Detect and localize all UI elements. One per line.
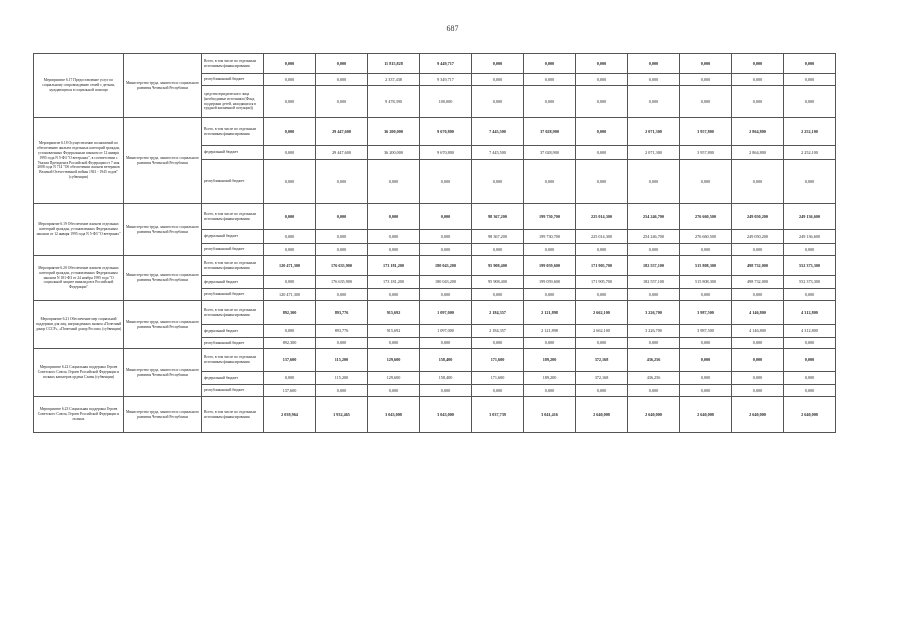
amount-cell-year-2: 0,000	[316, 204, 368, 230]
amount-cell-year-6: 0,000	[524, 385, 576, 397]
amount-cell-year-3: 0,000	[368, 385, 420, 397]
amount-cell-year-11: 0,000	[784, 86, 836, 118]
amount-cell-year-5: 95 908,400	[472, 256, 524, 276]
amount-cell-year-8: 2 071,300	[628, 146, 680, 160]
amount-cell-year-10: 0,000	[732, 160, 784, 204]
funding-source: федеральный бюджет	[202, 372, 264, 385]
amount-cell-year-4: 100,000	[420, 86, 472, 118]
amount-cell-year-4: 180 043,200	[420, 256, 472, 276]
funding-source: республиканский бюджет	[202, 160, 264, 204]
amount-cell-year-10: 0,000	[732, 349, 784, 372]
amount-cell-year-6: 37 028,900	[524, 146, 576, 160]
amount-cell-year-2: 0,000	[316, 54, 368, 74]
amount-cell-year-5: 2 184,357	[472, 325, 524, 338]
amount-cell-year-10: 4 146,800	[732, 325, 784, 338]
amount-cell-year-8: 0,000	[628, 338, 680, 349]
amount-cell-year-8: 0,000	[628, 86, 680, 118]
amount-cell-year-7: 2 662,100	[576, 301, 628, 325]
amount-cell-year-7: 0,000	[576, 54, 628, 74]
amount-cell-year-1: 0,000	[264, 204, 316, 230]
amount-cell-year-1: 0,000	[264, 160, 316, 204]
amount-cell-year-1: 0,000	[264, 276, 316, 289]
amount-cell-year-5: 0,000	[472, 74, 524, 86]
amount-cell-year-1: 0,000	[264, 244, 316, 256]
amount-cell-year-1: 0,000	[264, 74, 316, 86]
amount-cell-year-1: 0,000	[264, 372, 316, 385]
amount-cell-year-4: 158,400	[420, 349, 472, 372]
amount-cell-year-4: 0,000	[420, 385, 472, 397]
amount-cell-year-9: 276 660,500	[680, 204, 732, 230]
amount-cell-year-10: 2 864,800	[732, 118, 784, 146]
amount-cell-year-8: 3 226,700	[628, 301, 680, 325]
amount-cell-year-6: 2 121,898	[524, 301, 576, 325]
amount-cell-year-2: 115,200	[316, 349, 368, 372]
amount-cell-year-11: 4 312,800	[784, 325, 836, 338]
amount-cell-year-8: 0,000	[628, 385, 680, 397]
amount-cell-year-5: 98 367,200	[472, 230, 524, 244]
amount-cell-year-7: 0,000	[576, 289, 628, 301]
measure-1-row-1	[34, 54, 836, 74]
amount-cell-year-11: 2 252,100	[784, 118, 836, 146]
amount-cell-year-4: 9 349,717	[420, 74, 472, 86]
amount-cell-year-9: 276 660,500	[680, 230, 732, 244]
amount-cell-year-11: 0,000	[784, 385, 836, 397]
amount-cell-year-6: 199 730,700	[524, 230, 576, 244]
amount-cell-year-10: 0,000	[732, 54, 784, 74]
amount-cell-year-5: 0,000	[472, 86, 524, 118]
amount-cell-year-10: 249 050,200	[732, 204, 784, 230]
amount-cell-year-11: 0,000	[784, 74, 836, 86]
amount-cell-year-6: 199 730,700	[524, 204, 576, 230]
amount-cell-year-7: 225 014,300	[576, 230, 628, 244]
amount-cell-year-11: 0,000	[784, 349, 836, 372]
amount-cell-year-10: 498 732,000	[732, 256, 784, 276]
amount-cell-year-11: 0,000	[784, 338, 836, 349]
amount-cell-year-10: 249 050,200	[732, 230, 784, 244]
amount-cell-year-9: 0,000	[680, 54, 732, 74]
amount-cell-year-3: 915,692	[368, 301, 420, 325]
amount-cell-year-11: 552 373,300	[784, 256, 836, 276]
measure-title: Мероприятие 6.18 Осуществление полномочий по обеспечению жильем отдельных категорий граждан, установленных Федеральным законом от 12 января 1995 года N 5-ФЗ "О ветеранах", в соответствии с Указом Президента Российской Федерации от 7 мая 2008 года N 714 "Об обеспечении жильем ветеранов Великой Отечественной войны 1941 - 1945 годов" (субвенции)	[34, 118, 124, 204]
funding-source: республиканский бюджет	[202, 74, 264, 86]
amount-cell-year-3: 915,692	[368, 325, 420, 338]
measure-5-row-1	[34, 301, 836, 325]
amount-cell-year-8: 182 557,100	[628, 256, 680, 276]
amount-cell-year-1: 0,000	[264, 118, 316, 146]
amount-cell-year-3: 36 200,000	[368, 146, 420, 160]
amount-cell-year-8: 2 071,300	[628, 118, 680, 146]
amount-cell-year-7: 225 014,300	[576, 204, 628, 230]
amount-cell-year-6: 0,000	[524, 54, 576, 74]
amount-cell-year-7: 0,000	[576, 74, 628, 86]
measure-7-row-1	[34, 397, 836, 433]
amount-cell-year-1: 137,600	[264, 385, 316, 397]
funding-source: Всего, в том числе по отдельным источникам финансирования	[202, 204, 264, 230]
funding-source: Всего, в том числе по отдельным источникам финансирования	[202, 349, 264, 372]
measure-executor: Министерство труда, занятости и социального развития Чеченской Республики	[124, 301, 202, 349]
amount-cell-year-6: 0,000	[524, 74, 576, 86]
measure-title: Мероприятие 6.23 Социальная поддержка Героев Советского Союза, Героев Российской Федерации и полных	[34, 397, 124, 433]
budget-table-body	[34, 54, 836, 433]
amount-cell-year-4: 3 043,000	[420, 397, 472, 433]
amount-cell-year-5: 7 445,500	[472, 146, 524, 160]
amount-cell-year-9: 0,000	[680, 349, 732, 372]
amount-cell-year-3: 36 200,000	[368, 118, 420, 146]
amount-cell-year-9: 515 808,300	[680, 276, 732, 289]
amount-cell-year-9: 0,000	[680, 338, 732, 349]
amount-cell-year-4: 0,000	[420, 244, 472, 256]
amount-cell-year-6: 2 121,898	[524, 325, 576, 338]
funding-source: республиканский бюджет	[202, 385, 264, 397]
funding-source: федеральный бюджет	[202, 325, 264, 338]
amount-cell-year-8: 182 557,100	[628, 276, 680, 289]
funding-source: федеральный бюджет	[202, 276, 264, 289]
amount-cell-year-3: 129,600	[368, 372, 420, 385]
measure-executor: Министерство труда, занятости и социального развития Чеченской Республики	[124, 118, 202, 204]
amount-cell-year-8: 2 640,000	[628, 397, 680, 433]
amount-cell-year-1: 120 471,300	[264, 289, 316, 301]
amount-cell-year-7: 372,168	[576, 349, 628, 372]
amount-cell-year-9: 3 987,500	[680, 325, 732, 338]
amount-cell-year-10: 0,000	[732, 244, 784, 256]
amount-cell-year-2: 176 635,900	[316, 256, 368, 276]
amount-cell-year-5: 0,000	[472, 338, 524, 349]
amount-cell-year-4: 180 043,200	[420, 276, 472, 289]
amount-cell-year-9: 0,000	[680, 372, 732, 385]
amount-cell-year-1: 892,300	[264, 301, 316, 325]
amount-cell-year-8: 254 246,700	[628, 230, 680, 244]
amount-cell-year-11: 0,000	[784, 289, 836, 301]
amount-cell-year-7: 171 905,700	[576, 256, 628, 276]
amount-cell-year-5: 0,000	[472, 54, 524, 74]
funding-source: республиканский бюджет	[202, 244, 264, 256]
funding-source: республиканский бюджет	[202, 289, 264, 301]
amount-cell-year-8: 436,256	[628, 372, 680, 385]
amount-cell-year-3: 0,000	[368, 244, 420, 256]
amount-cell-year-9: 2 640,000	[680, 397, 732, 433]
amount-cell-year-1: 0,000	[264, 54, 316, 74]
amount-cell-year-6: 3 041,416	[524, 397, 576, 433]
amount-cell-year-9: 0,000	[680, 74, 732, 86]
funding-source: Всего, в том числе по отдельным источникам финансирования	[202, 256, 264, 276]
amount-cell-year-6: 0,000	[524, 244, 576, 256]
amount-cell-year-2: 0,000	[316, 86, 368, 118]
amount-cell-year-2: 893,776	[316, 325, 368, 338]
amount-cell-year-3: 0,000	[368, 204, 420, 230]
measure-title: Мероприятие 6.20 Обеспечение жильем отдельных категорий граждан, установленных Федеральным законом N 181-ФЗ от 24 ноября 1995 года "О социальной защите инвалидов в Российской Федерации"	[34, 256, 124, 301]
amount-cell-year-4: 0,000	[420, 289, 472, 301]
page-number: 687	[446, 24, 459, 33]
amount-cell-year-9: 0,000	[680, 86, 732, 118]
amount-cell-year-9: 0,000	[680, 244, 732, 256]
amount-cell-year-11: 0,000	[784, 160, 836, 204]
amount-cell-year-5: 0,000	[472, 385, 524, 397]
amount-cell-year-6: 199 059,600	[524, 276, 576, 289]
amount-cell-year-4: 9 670,800	[420, 118, 472, 146]
amount-cell-year-10: 2 640,000	[732, 397, 784, 433]
amount-cell-year-11: 4 312,800	[784, 301, 836, 325]
amount-cell-year-8: 254 246,700	[628, 204, 680, 230]
amount-cell-year-4: 9 449,717	[420, 54, 472, 74]
amount-cell-year-11: 0,000	[784, 372, 836, 385]
amount-cell-year-7: 372,168	[576, 372, 628, 385]
program-budget-table	[33, 53, 836, 433]
amount-cell-year-7: 0,000	[576, 118, 628, 146]
amount-cell-year-5: 171,600	[472, 349, 524, 372]
amount-cell-year-4: 9 670,800	[420, 146, 472, 160]
amount-cell-year-10: 0,000	[732, 289, 784, 301]
amount-cell-year-4: 1 097,000	[420, 325, 472, 338]
amount-cell-year-3: 9 478,390	[368, 86, 420, 118]
measure-title: Мероприятие 6.17 Предоставление услуг по социальному сопровождению семей с детьми, нуждающихся в социальной помощи	[34, 54, 124, 118]
measure-executor: Министерство труда, занятости и социального развития Чеченской Республики	[124, 397, 202, 433]
amount-cell-year-8: 0,000	[628, 74, 680, 86]
amount-cell-year-2: 29 447,600	[316, 118, 368, 146]
amount-cell-year-1: 2 039,964	[264, 397, 316, 433]
amount-cell-year-2: 0,000	[316, 338, 368, 349]
funding-source: федеральный бюджет	[202, 146, 264, 160]
amount-cell-year-11: 2 252,100	[784, 146, 836, 160]
amount-cell-year-3: 173 181,200	[368, 276, 420, 289]
amount-cell-year-10: 0,000	[732, 338, 784, 349]
amount-cell-year-3: 129,600	[368, 349, 420, 372]
amount-cell-year-11: 0,000	[784, 244, 836, 256]
amount-cell-year-10: 0,000	[732, 372, 784, 385]
amount-cell-year-8: 0,000	[628, 54, 680, 74]
amount-cell-year-9: 0,000	[680, 160, 732, 204]
amount-cell-year-9: 0,000	[680, 385, 732, 397]
amount-cell-year-6: 0,000	[524, 289, 576, 301]
amount-cell-year-10: 498 732,000	[732, 276, 784, 289]
amount-cell-year-10: 4 146,800	[732, 301, 784, 325]
amount-cell-year-8: 0,000	[628, 160, 680, 204]
funding-source: средства юридического лица (необходимые источники (Фонд поддержки детей, находящихся в трудной жизненной ситуации))	[202, 86, 264, 118]
amount-cell-year-1: 0,000	[264, 146, 316, 160]
amount-cell-year-9: 3 987,500	[680, 301, 732, 325]
amount-cell-year-5: 0,000	[472, 244, 524, 256]
amount-cell-year-7: 2 662,100	[576, 325, 628, 338]
amount-cell-year-7: 0,000	[576, 385, 628, 397]
measure-executor: Министерство труда, занятости и социального развития Чеченской Республики	[124, 256, 202, 301]
measure-6-row-1	[34, 349, 836, 372]
amount-cell-year-4: 158,400	[420, 372, 472, 385]
amount-cell-year-1: 120 471,300	[264, 256, 316, 276]
amount-cell-year-10: 0,000	[732, 385, 784, 397]
amount-cell-year-10: 0,000	[732, 74, 784, 86]
amount-cell-year-2: 176 635,900	[316, 276, 368, 289]
funding-source: Всего, в том числе по отдельным источникам финансирования	[202, 118, 264, 146]
amount-cell-year-3: 173 181,200	[368, 256, 420, 276]
amount-cell-year-2: 1 932,465	[316, 397, 368, 433]
measure-executor: Министерство труда, занятости и социального развития Чеченской Республики	[124, 54, 202, 118]
amount-cell-year-2: 893,776	[316, 301, 368, 325]
measure-2-row-1	[34, 118, 836, 146]
amount-cell-year-3: 0,000	[368, 160, 420, 204]
amount-cell-year-2: 0,000	[316, 160, 368, 204]
amount-cell-year-8: 0,000	[628, 244, 680, 256]
amount-cell-year-3: 2 337,438	[368, 74, 420, 86]
amount-cell-year-5: 2 184,357	[472, 301, 524, 325]
measure-3-row-1	[34, 204, 836, 230]
amount-cell-year-5: 0,000	[472, 160, 524, 204]
amount-cell-year-6: 0,000	[524, 86, 576, 118]
amount-cell-year-2: 0,000	[316, 244, 368, 256]
funding-source: федеральный бюджет	[202, 230, 264, 244]
amount-cell-year-3: 0,000	[368, 338, 420, 349]
funding-source: Всего, в том числе по отдельным источникам финансирования	[202, 301, 264, 325]
measure-executor: Министерство труда, занятости и социального развития Чеченской Республики	[124, 349, 202, 397]
amount-cell-year-11: 552 373,300	[784, 276, 836, 289]
amount-cell-year-11: 249 136,600	[784, 230, 836, 244]
amount-cell-year-6: 189,200	[524, 349, 576, 372]
amount-cell-year-11: 0,000	[784, 54, 836, 74]
amount-cell-year-10: 2 864,800	[732, 146, 784, 160]
amount-cell-year-7: 0,000	[576, 338, 628, 349]
amount-cell-year-2: 0,000	[316, 230, 368, 244]
amount-cell-year-9: 3 957,800	[680, 146, 732, 160]
amount-cell-year-11: 249 136,600	[784, 204, 836, 230]
amount-cell-year-5: 98 367,200	[472, 204, 524, 230]
amount-cell-year-3: 0,000	[368, 230, 420, 244]
amount-cell-year-6: 0,000	[524, 160, 576, 204]
measure-executor: Министерство труда, занятости и социального развития Чеченской Республики	[124, 204, 202, 256]
measure-title: Мероприятие 6.22 Социальная поддержка Героев Советского Союза, Героев Российской Федерации и полных кавалеров ордена Славы (субвенции)	[34, 349, 124, 397]
amount-cell-year-2: 115,200	[316, 372, 368, 385]
amount-cell-year-8: 436,256	[628, 349, 680, 372]
amount-cell-year-6: 37 028,900	[524, 118, 576, 146]
measure-title: Мероприятие 6.21 Обеспечение мер социальной поддержки для лиц, награжденных знаком «Почетный донор СССР», «Почетный донор России» (субвенции)	[34, 301, 124, 349]
amount-cell-year-9: 3 957,800	[680, 118, 732, 146]
amount-cell-year-5: 7 445,500	[472, 118, 524, 146]
amount-cell-year-11: 2 640,000	[784, 397, 836, 433]
amount-cell-year-9: 0,000	[680, 289, 732, 301]
funding-source: республиканский бюджет	[202, 338, 264, 349]
measure-title: Мероприятие 6.19 Обеспечение жильем отдельных категорий граждан, установленных Федеральным законом от 12 января 1995 года N 5-ФЗ "О ветеранах"	[34, 204, 124, 256]
amount-cell-year-4: 0,000	[420, 160, 472, 204]
amount-cell-year-7: 0,000	[576, 160, 628, 204]
amount-cell-year-1: 137,600	[264, 349, 316, 372]
amount-cell-year-7: 0,000	[576, 244, 628, 256]
amount-cell-year-6: 0,000	[524, 338, 576, 349]
amount-cell-year-9: 515 808,300	[680, 256, 732, 276]
amount-cell-year-4: 0,000	[420, 204, 472, 230]
amount-cell-year-2: 0,000	[316, 74, 368, 86]
amount-cell-year-8: 0,000	[628, 289, 680, 301]
amount-cell-year-7: 0,000	[576, 86, 628, 118]
amount-cell-year-5: 3 037,739	[472, 397, 524, 433]
amount-cell-year-1: 0,000	[264, 230, 316, 244]
amount-cell-year-7: 2 640,000	[576, 397, 628, 433]
measure-4-row-1	[34, 256, 836, 276]
amount-cell-year-4: 0,000	[420, 230, 472, 244]
amount-cell-year-5: 171,600	[472, 372, 524, 385]
amount-cell-year-2: 0,000	[316, 289, 368, 301]
amount-cell-year-5: 95 908,400	[472, 276, 524, 289]
funding-source: Всего, в том числе по отдельным источникам финансирования	[202, 54, 264, 74]
amount-cell-year-1: 892,300	[264, 338, 316, 349]
amount-cell-year-1: 0,000	[264, 325, 316, 338]
amount-cell-year-3: 3 043,000	[368, 397, 420, 433]
funding-source: Всего, в том числе по отдельным источникам финансирования	[202, 397, 264, 433]
amount-cell-year-4: 1 097,000	[420, 301, 472, 325]
amount-cell-year-2: 0,000	[316, 385, 368, 397]
amount-cell-year-10: 0,000	[732, 86, 784, 118]
amount-cell-year-1: 0,000	[264, 86, 316, 118]
amount-cell-year-5: 0,000	[472, 289, 524, 301]
amount-cell-year-3: 11 815,828	[368, 54, 420, 74]
amount-cell-year-6: 189,200	[524, 372, 576, 385]
amount-cell-year-2: 29 447,600	[316, 146, 368, 160]
amount-cell-year-7: 171 905,700	[576, 276, 628, 289]
amount-cell-year-7: 0,000	[576, 146, 628, 160]
amount-cell-year-3: 0,000	[368, 289, 420, 301]
amount-cell-year-4: 0,000	[420, 338, 472, 349]
amount-cell-year-8: 3 226,700	[628, 325, 680, 338]
amount-cell-year-6: 199 059,600	[524, 256, 576, 276]
